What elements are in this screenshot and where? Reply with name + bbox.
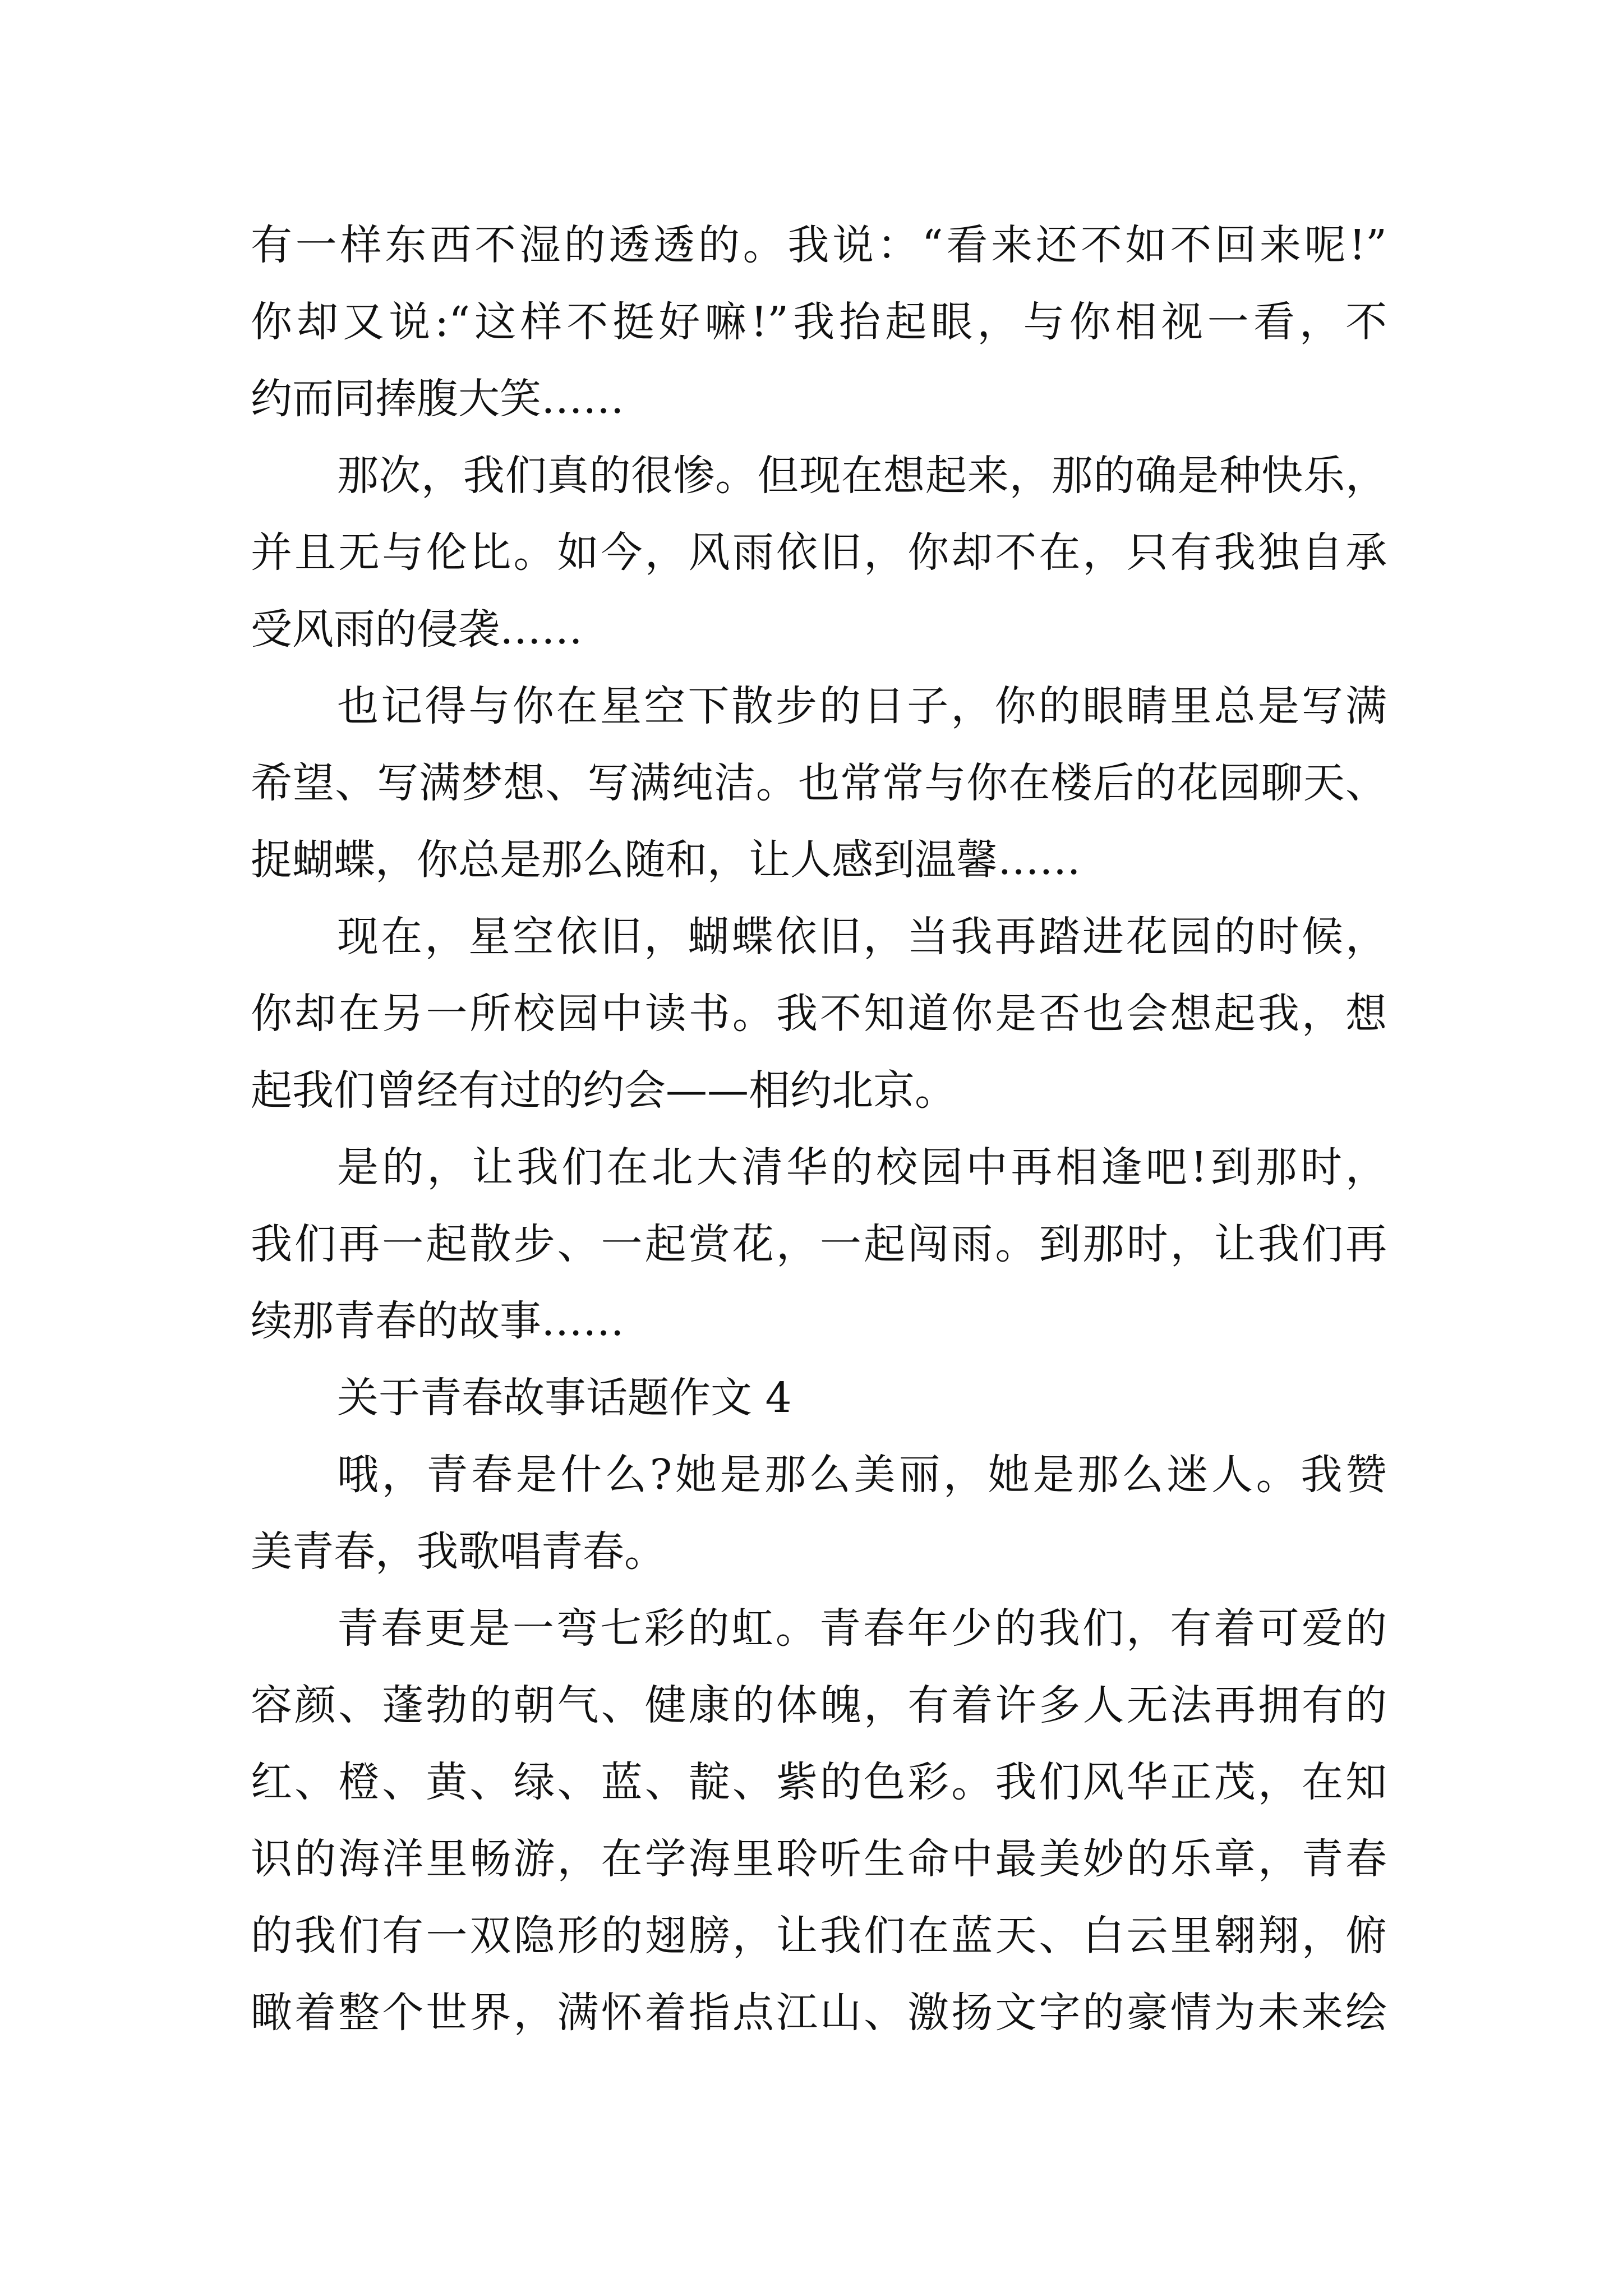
paragraph bbox=[251, 438, 1387, 668]
paragraph bbox=[251, 1437, 1387, 1590]
text-line: 有一样东西不湿的透透的。我说：“看来还不如不回来呢!” bbox=[251, 221, 1387, 269]
text-line: 你却又说:“这样不挺好嘛!”我抬起眼，与你相视一看，不 bbox=[251, 298, 1387, 346]
text-line: 续那青春的故事…… bbox=[251, 1297, 624, 1345]
text-line: 我们再一起散步、一起赏花，一起闯雨。到那时，让我们再 bbox=[251, 1220, 1387, 1268]
text-line: 你却在另一所校园中读书。我不知道你是否也会想起我，想 bbox=[251, 990, 1387, 1038]
paragraph bbox=[251, 1129, 1387, 1360]
text-line: 那次，我们真的很惨。但现在想起来，那的确是种快乐， bbox=[337, 452, 1387, 500]
text-line: 瞰着整个世界，满怀着指点江山、激扬文字的豪情为未来绘 bbox=[251, 1989, 1387, 2037]
paragraph bbox=[251, 668, 1387, 899]
paragraph bbox=[251, 1590, 1387, 2051]
text-line: 是的，让我们在北大清华的校园中再相逢吧!到那时， bbox=[337, 1143, 1387, 1191]
paragraph bbox=[251, 207, 1387, 438]
section-heading-block bbox=[251, 1360, 1387, 1437]
text-line: 的我们有一双隐形的翅膀，让我们在蓝天、白云里翱翔，俯 bbox=[251, 1912, 1387, 1960]
text-line: 约而同捧腹大笑…… bbox=[251, 375, 624, 423]
paragraph bbox=[251, 899, 1387, 1129]
text-line: 青春更是一弯七彩的虹。青春年少的我们，有着可爱的 bbox=[337, 1604, 1387, 1653]
text-line: 容颜、蓬勃的朝气、健康的体魄，有着许多人无法再拥有的 bbox=[251, 1681, 1387, 1729]
text-line: 美青春，我歌唱青春。 bbox=[251, 1527, 666, 1576]
text-line: 也记得与你在星空下散步的日子，你的眼睛里总是写满 bbox=[337, 682, 1387, 730]
text-line: 识的海洋里畅游，在学海里聆听生命中最美妙的乐章，青春 bbox=[251, 1835, 1387, 1883]
text-line: 并且无与伦比。如今，风雨依旧，你却不在，只有我独自承 bbox=[251, 528, 1387, 577]
text-line: 现在，星空依旧，蝴蝶依旧，当我再踏进花园的时候， bbox=[337, 913, 1387, 961]
text-line: 希望、写满梦想、写满纯洁。也常常与你在楼后的花园聊天、 bbox=[251, 759, 1387, 807]
text-line: 受风雨的侵袭…… bbox=[251, 605, 583, 654]
text-line: 起我们曾经有过的约会——相约北京。 bbox=[251, 1066, 956, 1115]
text-line: 红、橙、黄、绿、蓝、靛、紫的色彩。我们风华正茂，在知 bbox=[251, 1758, 1387, 1806]
section-heading: 关于青春故事话题作文 4 bbox=[337, 1374, 792, 1422]
text-line: 哦，青春是什么?她是那么美丽，她是那么迷人。我赞 bbox=[337, 1451, 1387, 1499]
document-body bbox=[251, 207, 1387, 2051]
text-line: 捉蝴蝶，你总是那么随和，让人感到温馨…… bbox=[251, 836, 1081, 884]
